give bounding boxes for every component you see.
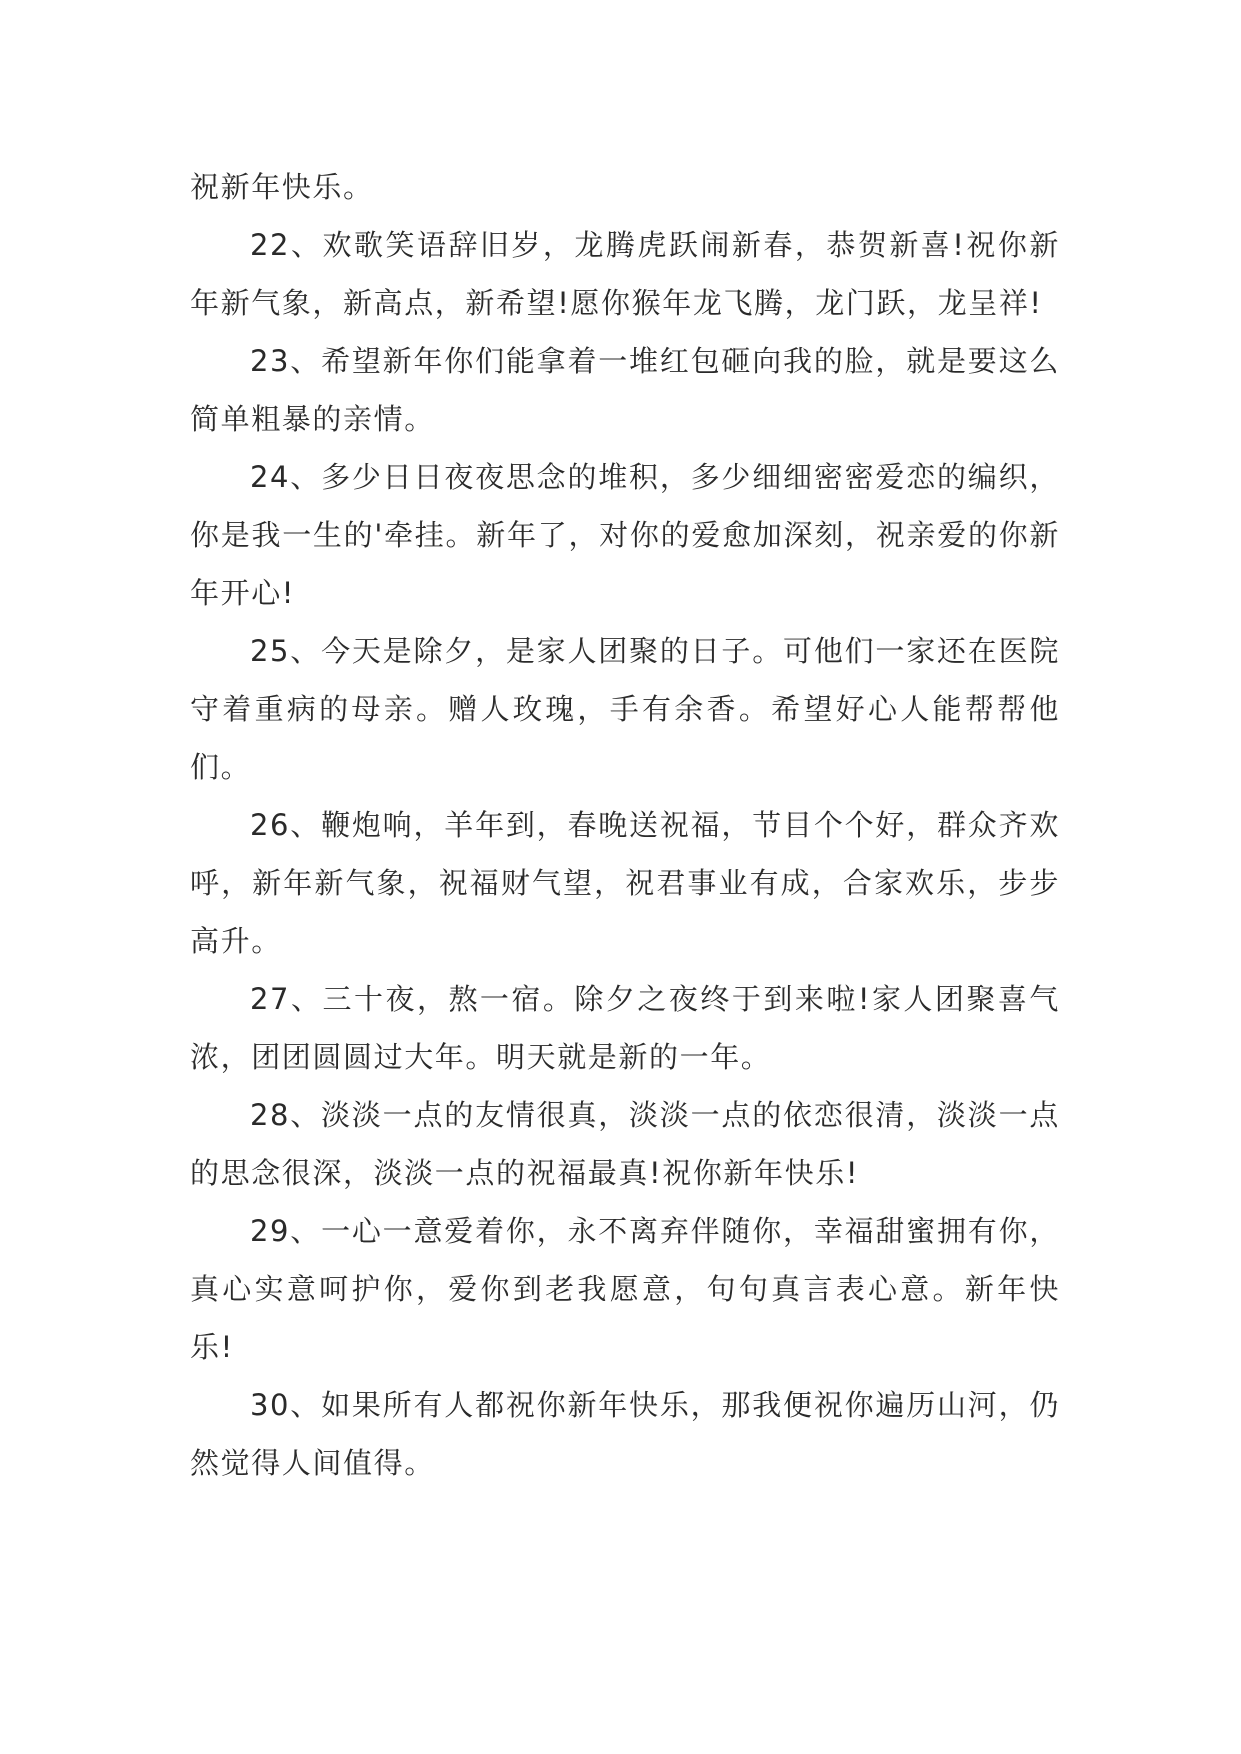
paragraph-22: 22、欢歌笑语辞旧岁，龙腾虎跃闹新春，恭贺新喜!祝你新年新气象，新高点，新希望!愿你猴年龙飞腾，龙门跃，龙呈祥! [190, 228, 1060, 320]
paragraph-24: 24、多少日日夜夜思念的堆积，多少细细密密爱恋的编织，你是我一生的'牵挂。新年了，对你的爱愈加深刻，祝亲爱的你新年开心! [190, 460, 1060, 610]
paragraph-30: 30、如果所有人都祝你新年快乐，那我便祝你遍历山河，仍然觉得人间值得。 [190, 1388, 1060, 1480]
paragraph-continuation: 祝新年快乐。 [190, 170, 374, 204]
paragraph-27: 27、三十夜，熬一宿。除夕之夜终于到来啦!家人团聚喜气浓，团团圆圆过大年。明天就是新的一年。 [190, 982, 1060, 1074]
paragraph-28: 28、淡淡一点的友情很真，淡淡一点的依恋很清，淡淡一点的思念很深，淡淡一点的祝福最真!祝你新年快乐! [190, 1098, 1060, 1190]
document-body [190, 158, 1060, 1492]
paragraph-26: 26、鞭炮响，羊年到，春晚送祝福，节目个个好，群众齐欢呼，新年新气象，祝福财气望，祝君事业有成，合家欢乐，步步高升。 [190, 808, 1060, 958]
paragraph-29: 29、一心一意爱着你，永不离弃伴随你，幸福甜蜜拥有你，真心实意呵护你，爱你到老我愿意，句句真言表心意。新年快乐! [190, 1214, 1060, 1364]
paragraph-23: 23、希望新年你们能拿着一堆红包砸向我的脸，就是要这么简单粗暴的亲情。 [190, 344, 1060, 436]
paragraph-25: 25、今天是除夕，是家人团聚的日子。可他们一家还在医院守着重病的母亲。赠人玫瑰，手有余香。希望好心人能帮帮他们。 [190, 634, 1060, 784]
